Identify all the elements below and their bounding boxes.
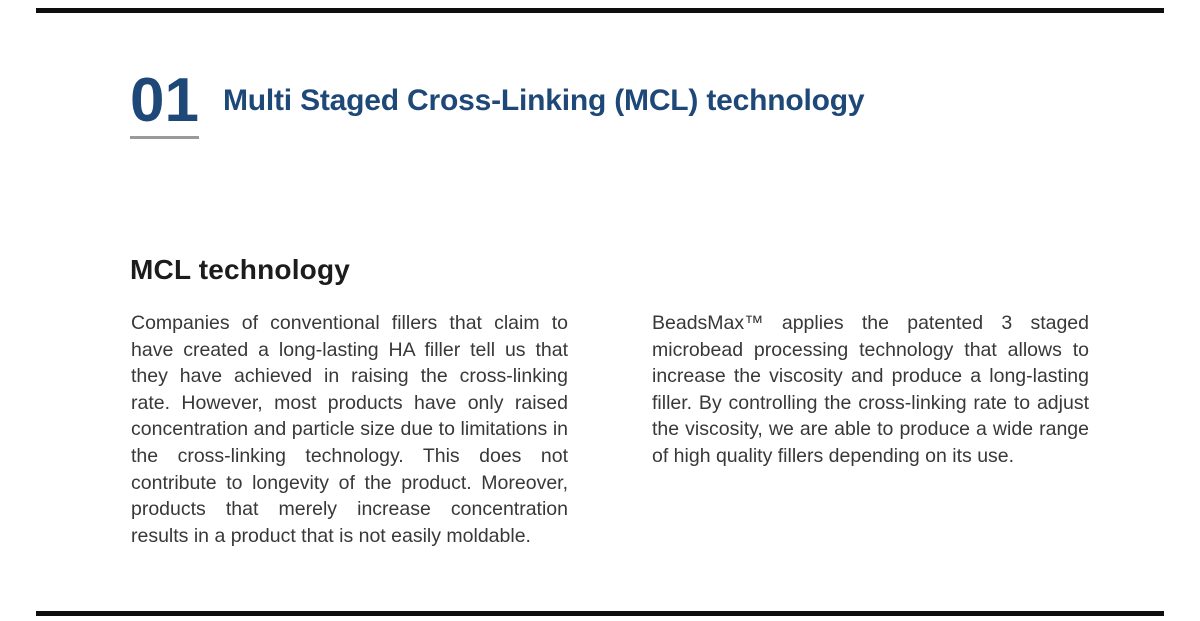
body-columns xyxy=(131,310,1089,549)
slide-header xyxy=(130,66,865,139)
top-frame-rule xyxy=(36,8,1164,13)
body-paragraph-right: BeadsMax™ applies the patented 3 staged microbead processing technology that allows to increase the viscosity and produce a long-lasting filler. By controlling the cross-linking rate to adjust the viscosity, we are able to produce a wide range of high quality fillers depending on its use. xyxy=(652,312,1089,467)
bottom-frame-rule xyxy=(36,611,1164,616)
page-title: Multi Staged Cross-Linking (MCL) technology xyxy=(222,83,865,117)
body-paragraph-left: Companies of conventional fillers that claim to have created a long-lasting HA filler tell us that they have achieved in raising the cross-linking rate. However, most products have only raised concentration and particle size due to limitations in the cross-linking technology. This does not contribute to longevity of the product. Moreover, products that merely increase concentration results in a product that is not easily moldable. xyxy=(131,312,568,547)
section-number: 01 xyxy=(130,72,199,139)
section-heading: MCL technology xyxy=(130,254,351,285)
